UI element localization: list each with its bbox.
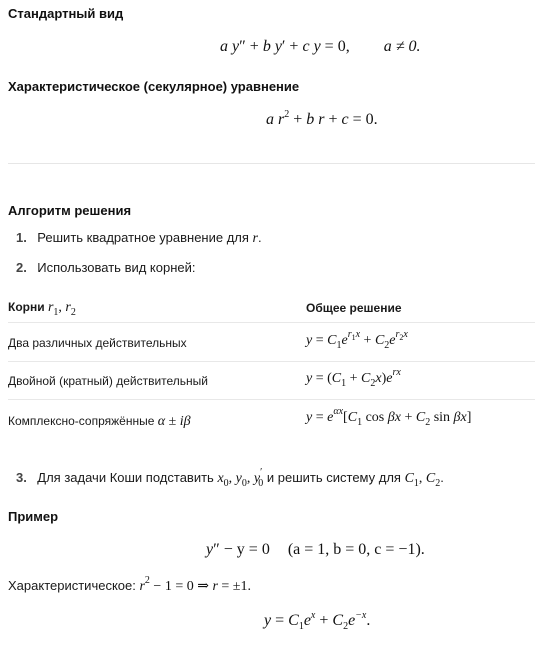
math-y: y [232,38,240,55]
math-y: y [274,38,282,55]
math-y: y [206,541,214,558]
math-sub: 1 [53,306,59,318]
math-exponent: 2 [284,108,290,120]
algorithm-step-1 [16,229,262,247]
math-C: C [415,410,426,425]
section-heading-standard: Стандартный вид [8,6,124,21]
math-x: x [217,471,224,486]
math-y: y [253,471,261,486]
section-heading-example: Пример [8,509,59,524]
math-y: y [306,371,313,386]
math-sub: 1 [336,339,342,351]
math-x: x [338,406,344,418]
math-x: x [403,329,408,341]
math-prime: ′ [281,38,286,55]
math-e: e [348,612,356,629]
math-double-prime: ″ [239,38,246,55]
math-tail: = ±1. [217,579,251,594]
math-r: r [47,300,54,315]
math-alpha-beta: α ± iβ [157,414,191,429]
math-params: (a = 1, b = 0, c = −1). [287,541,425,558]
math-sin: sin [433,410,451,425]
math-C: C [331,371,342,386]
step-text-mid: и решить систему для [263,470,405,485]
math-sub: 0 [258,477,264,489]
math-prime: ′ [260,467,263,479]
math-tail: = 0. [348,111,378,128]
math-mid: − y = 0 [219,541,270,558]
math-e: e [327,410,334,425]
table-rule [8,322,535,323]
table-header-solution: Общее решение [306,301,402,315]
step-number: 2. [16,260,27,275]
step-number: 3. [16,470,27,485]
math-r: r [395,329,400,341]
math-y: y [313,38,321,55]
math-C: C [288,612,299,629]
math-y: y [235,471,242,486]
step-tail: . [440,470,444,485]
math-y: y [306,333,313,348]
math-e: e [341,333,348,348]
math-r: r [139,579,145,594]
characteristic-equation [266,108,378,129]
math-sub: 2 [425,416,431,428]
math-C: C [332,612,344,629]
math-neg-x: −x [355,609,367,621]
table-row-label-3 [8,412,191,430]
step-text: Для задачи Коши подставить [37,470,218,485]
math-e: e [386,371,393,386]
math-r: r [278,111,285,128]
math-C: C [361,371,371,386]
table-rule [8,361,535,362]
math-C: C [327,333,337,348]
math-sub: 1 [351,333,356,343]
math-e: e [389,333,396,348]
math-r: r [347,329,352,341]
table-formula-1: $y = C_1e^{r_1x} + C_2e^{r_2x}$ [306,329,408,351]
math-beta: β [387,410,395,425]
math-sub: 1 [341,377,347,389]
row-label-text: Комплексно-сопряжённые [8,414,158,428]
table-row-label-2: Двойной (кратный) действительный [8,374,208,388]
math-exponent: 2 [144,575,150,587]
math-condition: a ≠ 0. [383,38,421,55]
math-C: C [404,471,414,486]
math-sub: 2 [70,306,76,318]
math-c: c [302,38,310,55]
math-sub: 1 [298,621,304,633]
math-a: a [266,111,274,128]
math-r: r [318,111,325,128]
math-rest: − 1 = 0 ⇒ [149,579,213,594]
math-sub: 1 [357,416,363,428]
math-x: x [375,371,382,386]
table-formula-3: $y = e^{\alpha x}[C_1$ $\cos \beta x + C_2$ sin βx] [306,406,472,428]
math-y: y [306,410,313,425]
math-sub: 2 [343,621,349,633]
example-characteristic [8,577,251,595]
math-sub: 2 [384,339,390,351]
math-plus: + [289,111,307,128]
math-sub: 2 [370,377,376,389]
algorithm-step-3: 3. Для задачи Коши подставить $x_0$, $y_0$, $y'_0$ и решить систему для $C_1$, $C_2$. [16,467,444,489]
math-y: y [264,612,272,629]
math-x: x [460,410,467,425]
math-r: r [65,300,71,315]
section-heading-characteristic: Характеристическое (секулярное) уравнение [8,79,300,94]
math-sub: 1 [413,477,419,489]
example-equation [206,541,425,559]
math-r: r [212,579,218,594]
table-header-roots: Корни $r_1$, $r_2$ [8,300,76,318]
math-sub: 0 [241,477,247,489]
standard-form-equation: a y″ + b y′ + c y = 0, a ≠ 0. [220,38,421,55]
math-C: C [425,471,436,486]
step-number: 1. [16,230,27,245]
math-cos: cos [365,410,385,425]
math-sub: 2 [399,333,404,343]
section-heading-algorithm: Алгоритм решения [8,203,132,218]
math-alpha: α [333,406,339,418]
math-b: b [262,38,271,55]
step-text: Решить квадратное уравнение для [37,230,253,245]
math-b: b [306,111,315,128]
math-a: a [220,38,228,55]
step-text: Использовать вид корней: [37,260,196,275]
math-C: C [374,333,385,348]
math-r: r [252,231,258,246]
math-C: C [347,410,358,425]
char-label: Характеристическое: [8,578,140,593]
step-tail: . [258,230,262,245]
math-c: c [341,111,349,128]
math-plus: + [324,111,342,128]
algorithm-step-2 [16,259,196,277]
math-x: x [355,329,361,341]
table-row-label-1: Два различных действительных [8,336,187,350]
math-x: x [310,609,316,621]
header-label: Корни [8,300,48,314]
math-r: r [392,367,397,379]
math-beta: β [453,410,461,425]
math-x: x [396,367,401,379]
math-sub: 0 [223,477,229,489]
math-double-prime: ″ [213,541,220,558]
table-rule [8,399,535,400]
math-x: x [394,410,401,425]
table-formula-2: $y = (C_1 + C_2x)e^{rx}$ [306,367,401,389]
divider [8,163,535,164]
math-sub: 2 [435,477,441,489]
example-solution: $y = C_1e^x + C_2e^{-x}$. [264,609,371,633]
math-e: e [303,612,311,629]
math-eq-zero: = 0, [320,38,350,55]
